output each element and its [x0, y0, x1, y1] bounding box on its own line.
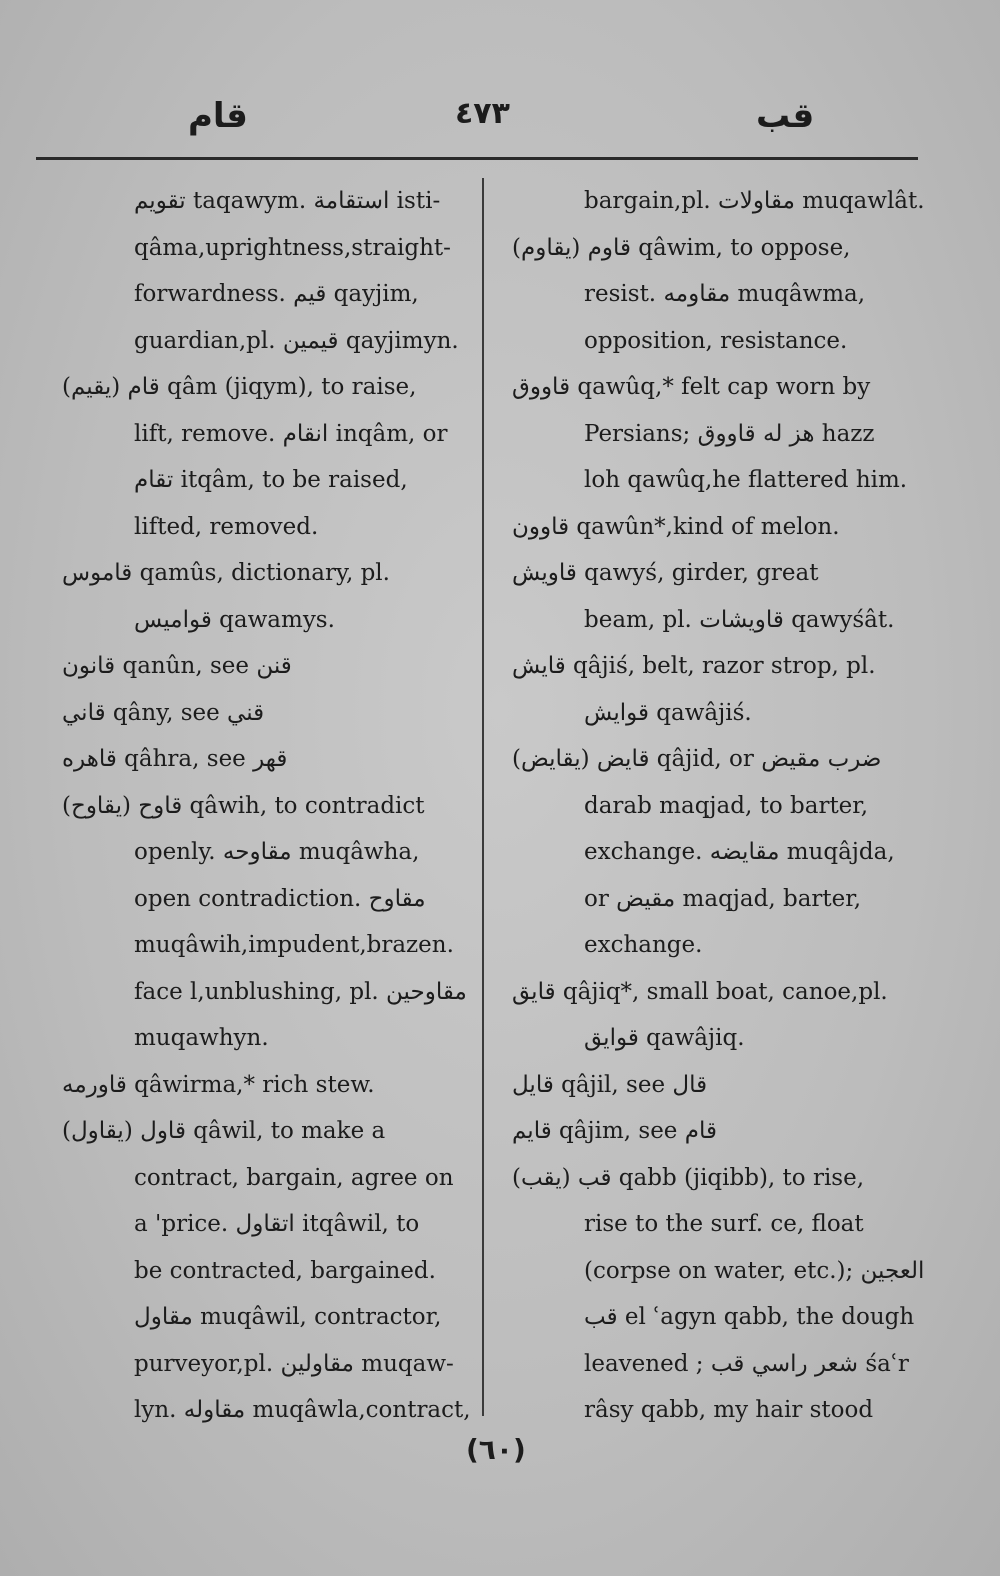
entry-line: قاموس qamûs, dictionary, pl. [62, 560, 390, 586]
entry-line: lift, remove. انقام inqâm, or [134, 420, 448, 447]
entry-line: قانون qanûn, see قنن [62, 653, 292, 679]
entry-line: open contradiction. مقاوح [134, 885, 426, 912]
entry-line: resist. مقاومه muqâwma, [584, 281, 866, 307]
page-number: ٤٧٣ [455, 96, 510, 131]
entry-line: قايش qâjiś, belt, razor strop, pl. [512, 653, 876, 679]
entry-line: forwardness. قيم qayjim, [134, 281, 419, 307]
entry-line: قاهره qâhra, see قهر [62, 746, 288, 772]
entry-line: purveyor,pl. مقاولين muqaw- [134, 1350, 454, 1377]
entry-line: قاوون qawûn*,kind of melon. [512, 513, 840, 540]
entry-line: قاوم (يقاوم) qâwim, to oppose, [512, 234, 851, 261]
right-column [512, 178, 932, 1434]
entry-line: قايض (يقايض) qâjid, or ضرب مقيض [512, 746, 882, 772]
entry-line: face l,unblushing, pl. مقاوحين [134, 978, 467, 1005]
running-head-right: قب [756, 96, 815, 136]
entry-line: lifted, removed. [134, 513, 319, 540]
entry-line: darab maqjad, to barter, [584, 792, 869, 819]
entry-line: قاويش qawyś, girder, great [512, 560, 819, 586]
left-column [62, 178, 480, 1434]
entry-line: قايم qâjim, see قام [512, 1118, 717, 1144]
entry-line: loh qawûq,he flattered him. [584, 467, 908, 493]
entry-line: be contracted, bargained. [134, 1257, 436, 1284]
entry-line: a 'price. اتقاول itqâwil, to [134, 1211, 420, 1237]
column-divider [482, 178, 484, 1416]
entry-line: qâma,uprightness,straight- [134, 234, 451, 261]
entry-line: opposition, resistance. [584, 327, 848, 354]
entry-line: exchange. [584, 932, 703, 958]
entry-line: قايق qâjiq*, small boat, canoe,pl. [512, 978, 888, 1005]
signature-mark: (٦٠) [466, 1433, 526, 1466]
entry-line: râsy qabb, my hair stood [584, 1397, 874, 1423]
entry-line: قاول (يقاول) qâwil, to make a [62, 1118, 386, 1144]
entry-line: قواميس qawamys. [134, 606, 335, 633]
entry-line: leavened ; شعر راسي قب śaʿr [584, 1350, 909, 1377]
entry-line: قوايش qawâjiś. [584, 699, 752, 726]
entry-line: (corpse on water, etc.); العجين [584, 1257, 925, 1284]
entry-line: rise to the surf. ce, float [584, 1211, 864, 1237]
running-head-left: قام [188, 96, 248, 136]
entry-line: exchange. مقايضه muqâjda, [584, 839, 895, 865]
entry-line: muqâwih,impudent,brazen. [134, 932, 454, 958]
entry-line: قوايق qawâjiq. [584, 1025, 745, 1051]
entry-line: تقام itqâm, to be raised, [134, 467, 408, 493]
entry-line: قاوح (يقاوح) qâwih, to contradict [62, 792, 425, 819]
entry-line: قاووق qawûq,* felt cap worn by [512, 374, 871, 400]
entry-line: beam, pl. قاويشات qawyśât. [584, 606, 895, 633]
entry-line: قام (يقيم) qâm (jiqym), to raise, [62, 374, 417, 400]
entry-line: guardian,pl. قيمين qayjimyn. [134, 327, 459, 354]
entry-line: Persians; هز له قاووق hazz [584, 420, 875, 447]
entry-line: قاني qâny, see قني [62, 699, 265, 726]
entry-line: lyn. مقاوله muqâwla,contract, [134, 1397, 471, 1423]
entry-line: قب (يقب) qabb (jiqibb), to rise, [512, 1164, 865, 1191]
entry-line: or مقيض maqjad, barter, [584, 885, 862, 912]
entry-line: contract, bargain, agree on [134, 1164, 454, 1191]
header-rule [36, 157, 918, 160]
entry-line: openly. مقاوحه muqâwha, [134, 839, 420, 865]
entry-line: bargain,pl. مقاولات muqawlât. [584, 188, 925, 214]
entry-line: قايل qâjil, see قال [512, 1071, 708, 1098]
entry-line: مقاول muqâwil, contractor, [134, 1304, 442, 1330]
entry-line: قب el ʿagyn qabb, the dough [584, 1304, 915, 1330]
entry-line: muqawhyn. [134, 1025, 269, 1051]
entry-line: قاورمه qâwirma,* rich stew. [62, 1071, 375, 1098]
entry-line: تقويم taqawym. استقامة isti- [134, 188, 441, 214]
